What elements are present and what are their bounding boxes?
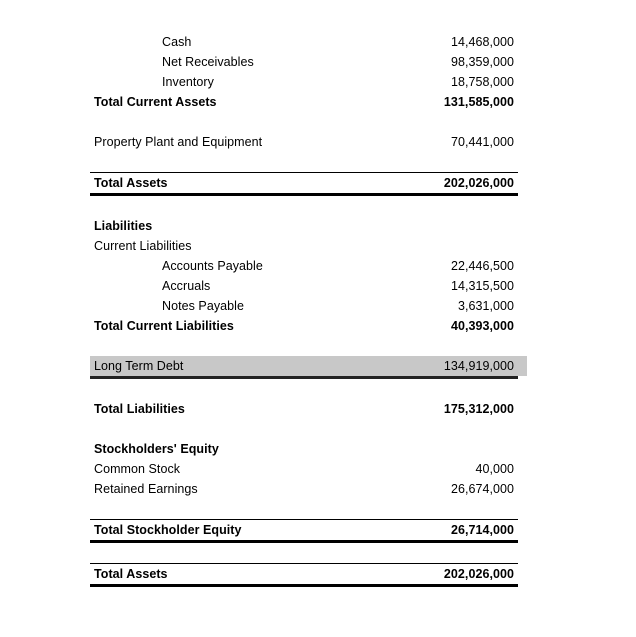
row-value: 40,000	[475, 462, 514, 476]
table-row[interactable]	[90, 216, 518, 236]
row-label: Current Liabilities	[94, 239, 192, 253]
table-row[interactable]	[90, 52, 518, 72]
spacer-row	[90, 419, 518, 439]
row-label: Total Current Assets	[94, 95, 217, 109]
row-value: 26,714,000	[450, 523, 514, 537]
table-row[interactable]	[90, 459, 518, 479]
row-label: Liabilities	[94, 219, 153, 233]
row-value: 22,446,500	[450, 259, 514, 273]
row-label: Total Liabilities	[94, 402, 185, 416]
row-value: 3,631,000	[457, 299, 514, 313]
table-row[interactable]	[90, 276, 518, 296]
row-label: Common Stock	[94, 462, 181, 476]
row-label: Property Plant and Equipment	[94, 135, 263, 149]
table-row[interactable]	[90, 316, 518, 336]
table-row[interactable]	[90, 399, 518, 419]
highlighted-table-row[interactable]	[90, 356, 518, 379]
spacer-row	[90, 499, 518, 519]
row-label: Accounts Payable	[162, 259, 263, 273]
row-label: Total Stockholder Equity	[94, 523, 242, 537]
row-value: 98,359,000	[450, 55, 514, 69]
balance-sheet-rows	[90, 32, 518, 587]
highlight-overflow	[518, 356, 527, 376]
table-row[interactable]	[90, 92, 518, 112]
spacer-row	[90, 543, 518, 563]
table-row[interactable]	[90, 132, 518, 152]
table-row[interactable]	[90, 439, 518, 459]
row-label: Cash	[162, 35, 192, 49]
spacer-row	[90, 112, 518, 132]
table-row[interactable]	[90, 256, 518, 276]
table-row[interactable]	[90, 296, 518, 316]
table-row[interactable]	[90, 563, 518, 587]
table-row[interactable]	[90, 172, 518, 196]
spacer-row	[90, 336, 518, 356]
table-row[interactable]	[90, 236, 518, 256]
row-value: 26,674,000	[450, 482, 514, 496]
row-label: Inventory	[162, 75, 214, 89]
spacer-row	[90, 152, 518, 172]
spacer-row	[90, 196, 518, 216]
row-label: Notes Payable	[162, 299, 244, 313]
row-value: 14,468,000	[450, 35, 514, 49]
row-value: 202,026,000	[443, 176, 514, 190]
row-label: Accruals	[162, 279, 211, 293]
row-label: Total Assets	[94, 567, 168, 581]
row-label: Retained Earnings	[94, 482, 198, 496]
row-value: 134,919,000	[443, 359, 514, 373]
row-value: 175,312,000	[443, 402, 514, 416]
row-label: Long Term Debt	[94, 359, 184, 373]
row-label: Total Current Liabilities	[94, 319, 234, 333]
row-label: Stockholders' Equity	[94, 442, 219, 456]
row-label: Net Receivables	[162, 55, 254, 69]
row-value: 40,393,000	[450, 319, 514, 333]
row-value: 14,315,500	[450, 279, 514, 293]
row-value: 70,441,000	[450, 135, 514, 149]
table-row[interactable]	[90, 32, 518, 52]
row-value: 131,585,000	[443, 95, 514, 109]
row-label: Total Assets	[94, 176, 168, 190]
spacer-row	[90, 379, 518, 399]
table-row[interactable]	[90, 479, 518, 499]
table-row[interactable]	[90, 72, 518, 92]
row-value: 18,758,000	[450, 75, 514, 89]
table-row[interactable]	[90, 519, 518, 543]
row-value: 202,026,000	[443, 567, 514, 581]
